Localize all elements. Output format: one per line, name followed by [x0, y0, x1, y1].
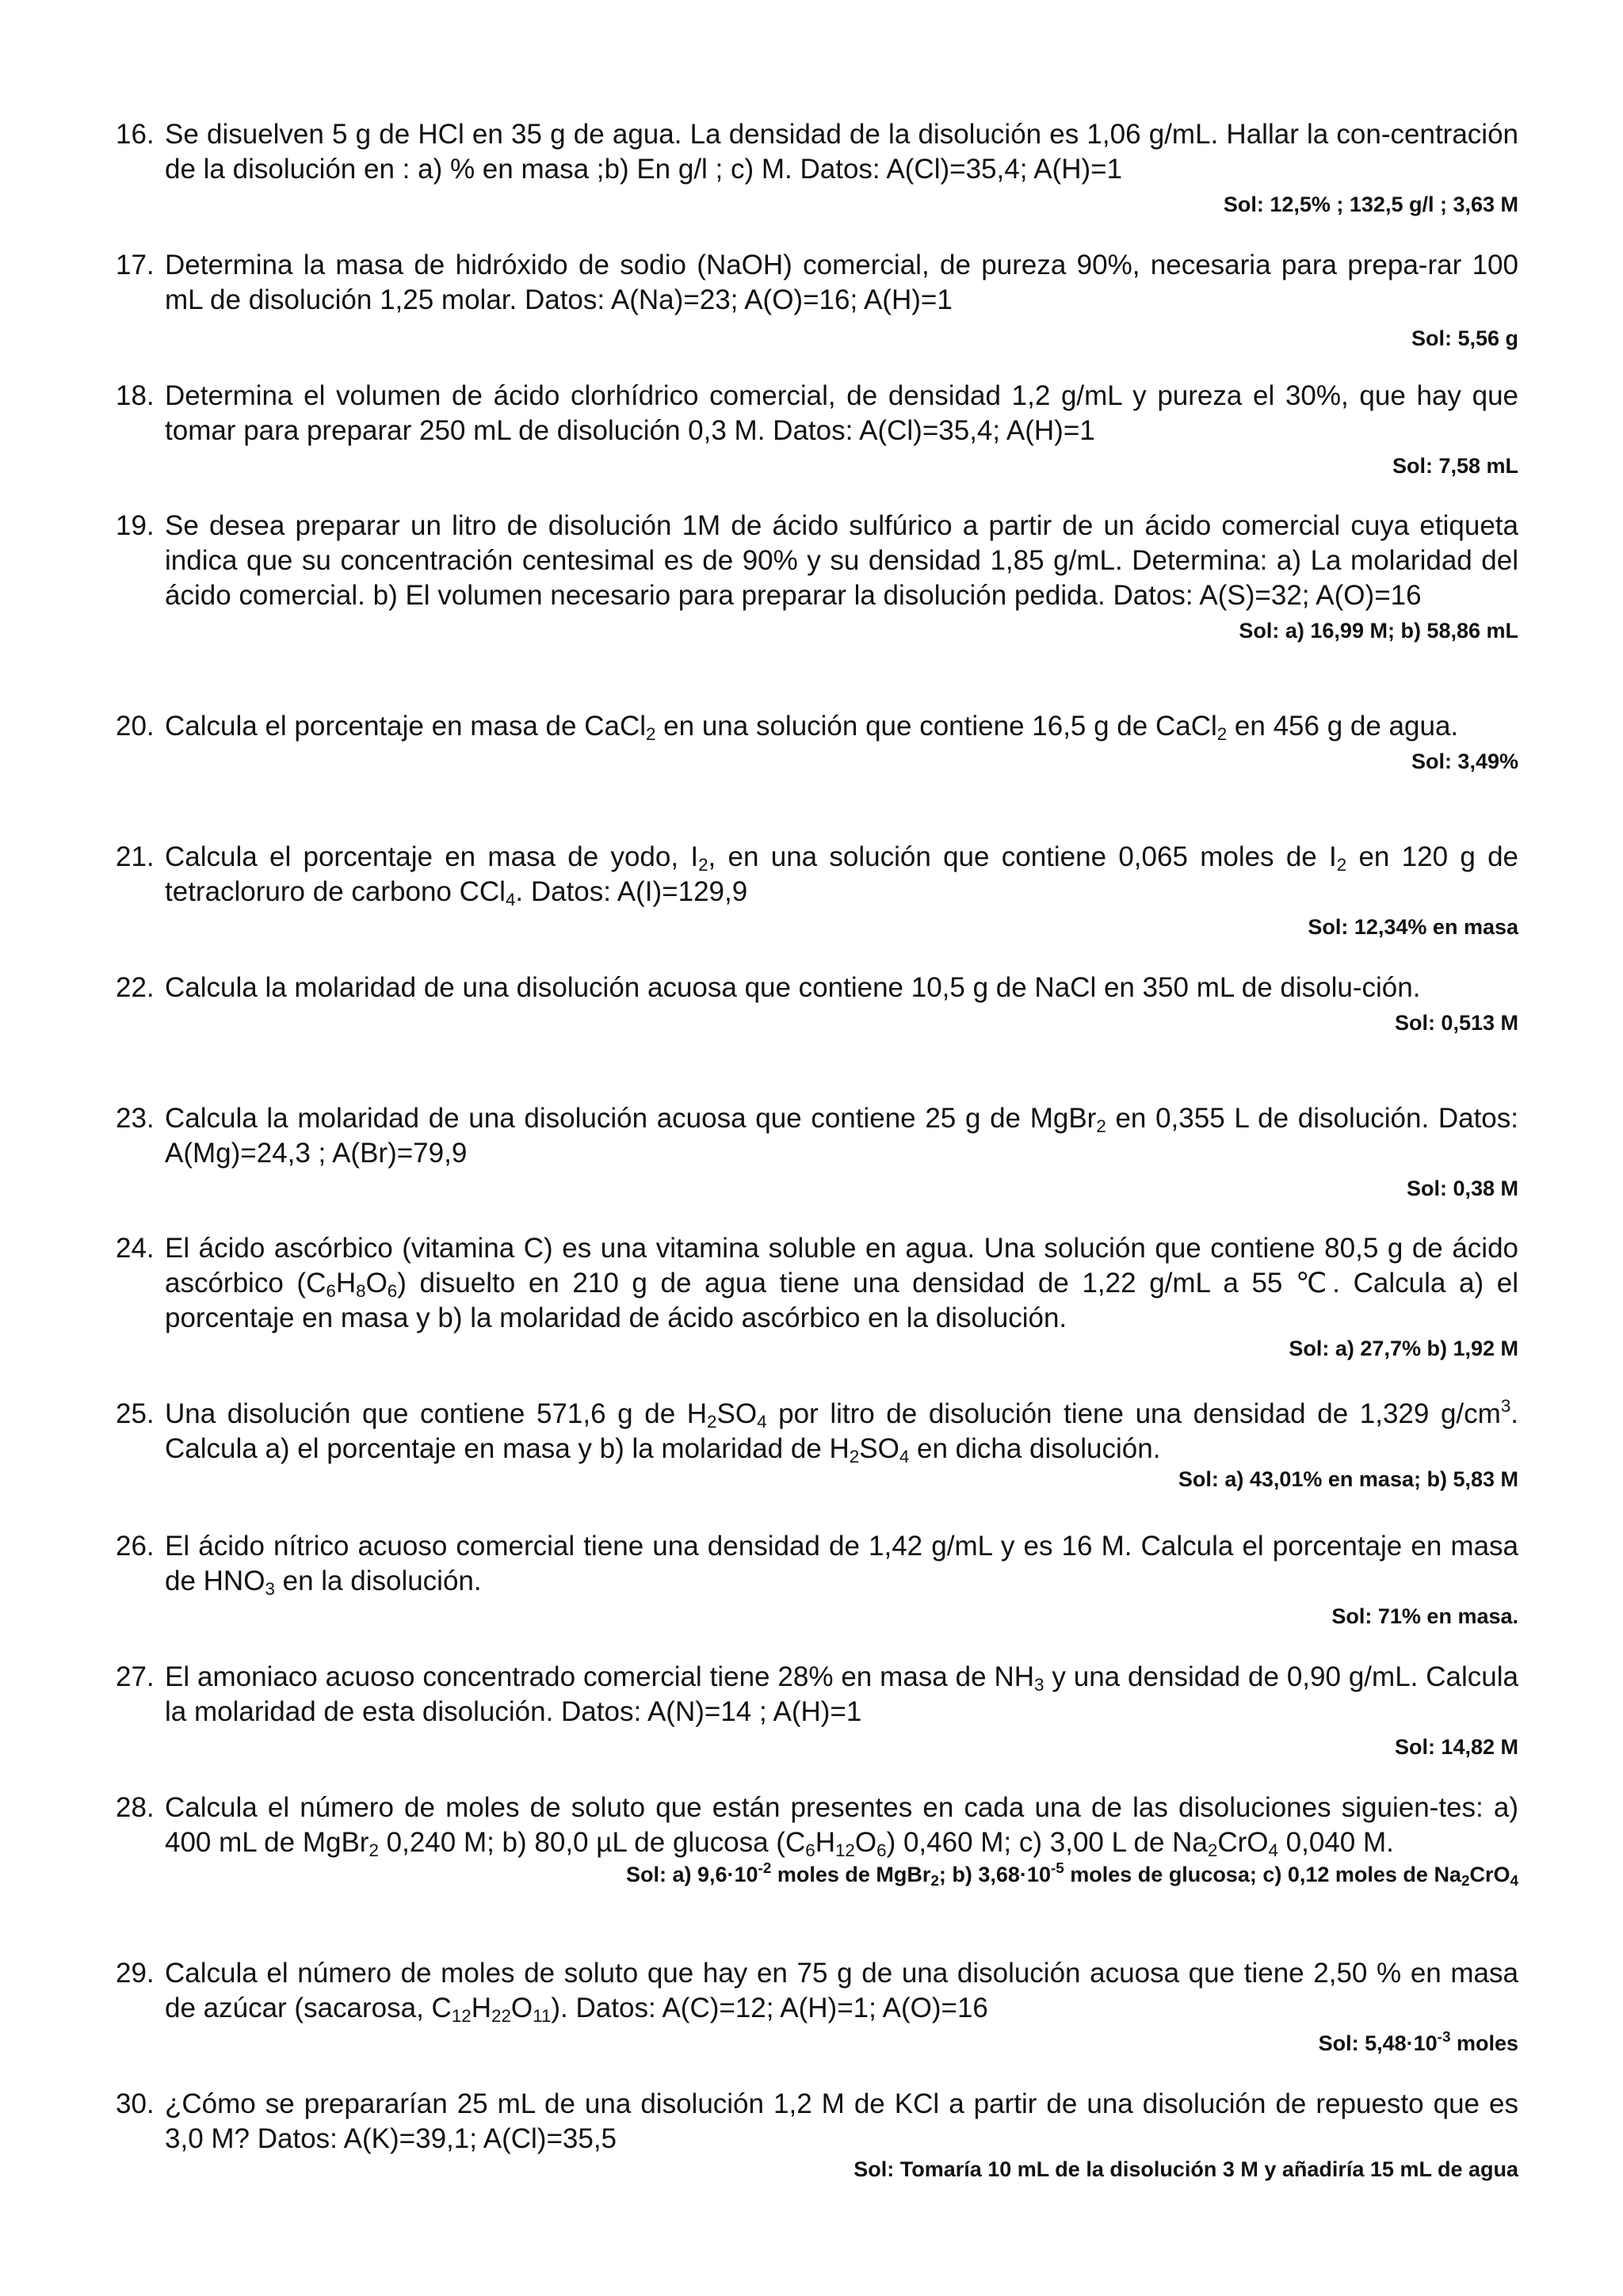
problem-text: El ácido ascórbico (vitamina C) es una vitamina soluble en agua. Una solución que contiene 80,5 g de ácido ascórbico $(C_6H_8O_6)$ disuelto en 210 g de agua tiene una densidad de 1,22 g/mL a 55 ℃. Calcula a) el porcentaje en masa y b) la molaridad de ácido ascórbico en la disolución. — [165, 1233, 1518, 1333]
problem-19 — [116, 509, 1518, 646]
problem-number: 17. — [116, 250, 155, 280]
problem-solution: Sol: 12,5% ; 132,5 g/l ; 3,63 M — [1223, 193, 1518, 216]
problem-solution: Sol: 3,49% — [1411, 749, 1518, 773]
problem-number: 22. — [116, 972, 155, 1003]
problem-text: Calcula el número de moles de soluto que están presentes en cada una de las disoluciones siguien-tes: a) 400 mL de MgBr$_2$ 0,240 M; b) 80,0 µL de glucosa $(C_6H_{12}O_6)$ 0,460 M; c) 3,00 L de $Na_2CrO_4$ 0,040 M. — [165, 1792, 1518, 1860]
problem-solution: Sol: 0,513 M — [1394, 1011, 1518, 1035]
problem-number: 28. — [116, 1792, 155, 1823]
problem-solution: Sol: a) 27,7% b) 1,92 M — [1289, 1337, 1518, 1360]
problem-solution: Sol: 14,82 M — [1394, 1735, 1518, 1759]
problem-number: 18. — [116, 380, 155, 411]
problem-solution: Sol: 12,34% en masa — [1308, 915, 1518, 939]
problem-number: 16. — [116, 119, 155, 150]
problem-text: Calcula el porcentaje en masa de CaCl$_2$ en una solución que contiene 16,5 g de CaCl$_2$ en 456 g de agua. — [165, 711, 1459, 744]
problem-solution: Sol: 5,56 g — [1411, 326, 1518, 350]
problem-text: El amoniaco acuoso concentrado comercial tiene 28% en masa de $NH_3$ y una densidad de 0,90 g/mL. Calcula la molaridad de esta disolución. Datos: A(N)=14 ; A(H)=1 — [165, 1661, 1518, 1727]
problem-solution: Sol: 7,58 mL — [1392, 454, 1518, 478]
problem-number: 26. — [116, 1531, 155, 1562]
problem-number: 27. — [116, 1661, 155, 1692]
problem-text: Calcula el número de moles de soluto que hay en 75 g de una disolución acuosa que tiene 2,50 % en masa de azúcar (sacarosa, $C_{12}H_{22}O_{11}$). Datos: A(C)=12; A(H)=1; A(O)=16 — [165, 1958, 1518, 2026]
problem-text: Una disolución que contiene 571,6 g de $H_2SO_4$ por litro de disolución tiene una densidad de 1,329 $g/cm^3$. Calcula a) el porcentaje en masa y b) la molaridad de $H_2SO_4$ en dicha disolución. — [165, 1396, 1518, 1466]
problem-text: Calcula el porcentaje en masa de yodo, $I_2$, en una solución que contiene 0,065 moles de $I_2$ en 120 g de tetracloruro de carbono CCl$_4$. Datos: A(I)=129,9 — [165, 841, 1518, 910]
problem-solution: Sol: 71% en masa. — [1331, 1604, 1518, 1628]
problem-17 — [116, 248, 1518, 354]
problem-16 — [116, 117, 1518, 220]
problem-solution: Sol: a) 43,01% en masa; b) 5,83 M — [1178, 1467, 1518, 1491]
problem-18 — [116, 379, 1518, 482]
problem-29 — [116, 1956, 1518, 2059]
problem-text: Calcula la molaridad de una disolución acuosa que contiene 25 g de MgBr$_2$ en 0,355 L de disolución. Datos: A(Mg)=24,3 ; A(Br)=79,9 — [165, 1103, 1519, 1169]
problem-23 — [116, 1101, 1518, 1204]
problem-text: ¿Cómo se prepararían 25 mL de una disolución 1,2 M de KCl a partir de una disolución de repuesto que es 3,0 M? Datos: A(K)=39,1; A(Cl)=35,5 — [165, 2088, 1518, 2154]
problem-number: 19. — [116, 510, 155, 541]
problem-number: 23. — [116, 1103, 155, 1134]
problem-solution: Sol: $5,48\cdot 10^{-3}$ moles — [1318, 2029, 1518, 2055]
problem-number: 21. — [116, 841, 155, 872]
problem-number: 30. — [116, 2088, 155, 2119]
problem-text: Determina el volumen de ácido clorhídrico comercial, de densidad 1,2 g/mL y pureza el 30%, que hay que tomar para preparar 250 mL de disolución 0,3 M. Datos: A(Cl)=35,4; A(H)=1 — [165, 380, 1518, 446]
problem-20 — [116, 709, 1518, 777]
problem-solution: Sol: a) $9,6\cdot 10^{-2}$ moles de MgBr$_2$; b) $3,68\cdot 10^{-5}$ moles de glucosa; c) 0,12 moles de $Na_2CrO_4$ — [625, 1860, 1518, 1890]
problem-number: 20. — [116, 711, 155, 742]
problem-number: 25. — [116, 1398, 155, 1429]
problem-number: 24. — [116, 1233, 155, 1264]
problem-number: 29. — [116, 1958, 155, 1989]
problem-solution: Sol: Tomaría 10 mL de la disolución 3 M y añadiría 15 mL de agua — [854, 2157, 1518, 2181]
problem-28 — [116, 1791, 1518, 1890]
problem-26 — [116, 1529, 1518, 1632]
problem-30 — [116, 2087, 1518, 2185]
problem-24 — [116, 1231, 1518, 1364]
problem-22 — [116, 971, 1518, 1039]
problem-27 — [116, 1660, 1518, 1763]
problem-solution: Sol: 0,38 M — [1406, 1177, 1518, 1200]
problem-text: El ácido nítrico acuoso comercial tiene una densidad de 1,42 g/mL y es 16 M. Calcula el porcentaje en masa de $HNO_3$ en la disolución. — [165, 1531, 1518, 1599]
problem-25 — [116, 1397, 1518, 1495]
problem-text: Se desea preparar un litro de disolución 1M de ácido sulfúrico a partir de un ácido comercial cuya etiqueta indica que su concentración centesimal es de 90% y su densidad 1,85 g/mL. Determina: a) La molaridad del ácido comercial. b) El volumen necesario para preparar la disolución pedida. Datos: A(S)=32; A(O)=16 — [165, 510, 1518, 611]
problem-text: Calcula la molaridad de una disolución acuosa que contiene 10,5 g de NaCl en 350 mL de disolu-ción. — [165, 972, 1421, 1003]
problem-text: Se disuelven 5 g de HCl en 35 g de agua. La densidad de la disolución es 1,06 g/mL. Hallar la con-centración de la disolución en : a) % en masa ;b) En g/l ; c) M. Datos: A(Cl)=35,4; A(H)=1 — [165, 119, 1518, 185]
problem-21 — [116, 840, 1518, 943]
problem-text: Determina la masa de hidróxido de sodio (NaOH) comercial, de pureza 90%, necesaria para prepa-rar 100 mL de disolución 1,25 molar. Datos: A(Na)=23; A(O)=16; A(H)=1 — [165, 250, 1518, 315]
problem-solution: Sol: a) 16,99 M; b) 58,86 mL — [1239, 619, 1518, 643]
